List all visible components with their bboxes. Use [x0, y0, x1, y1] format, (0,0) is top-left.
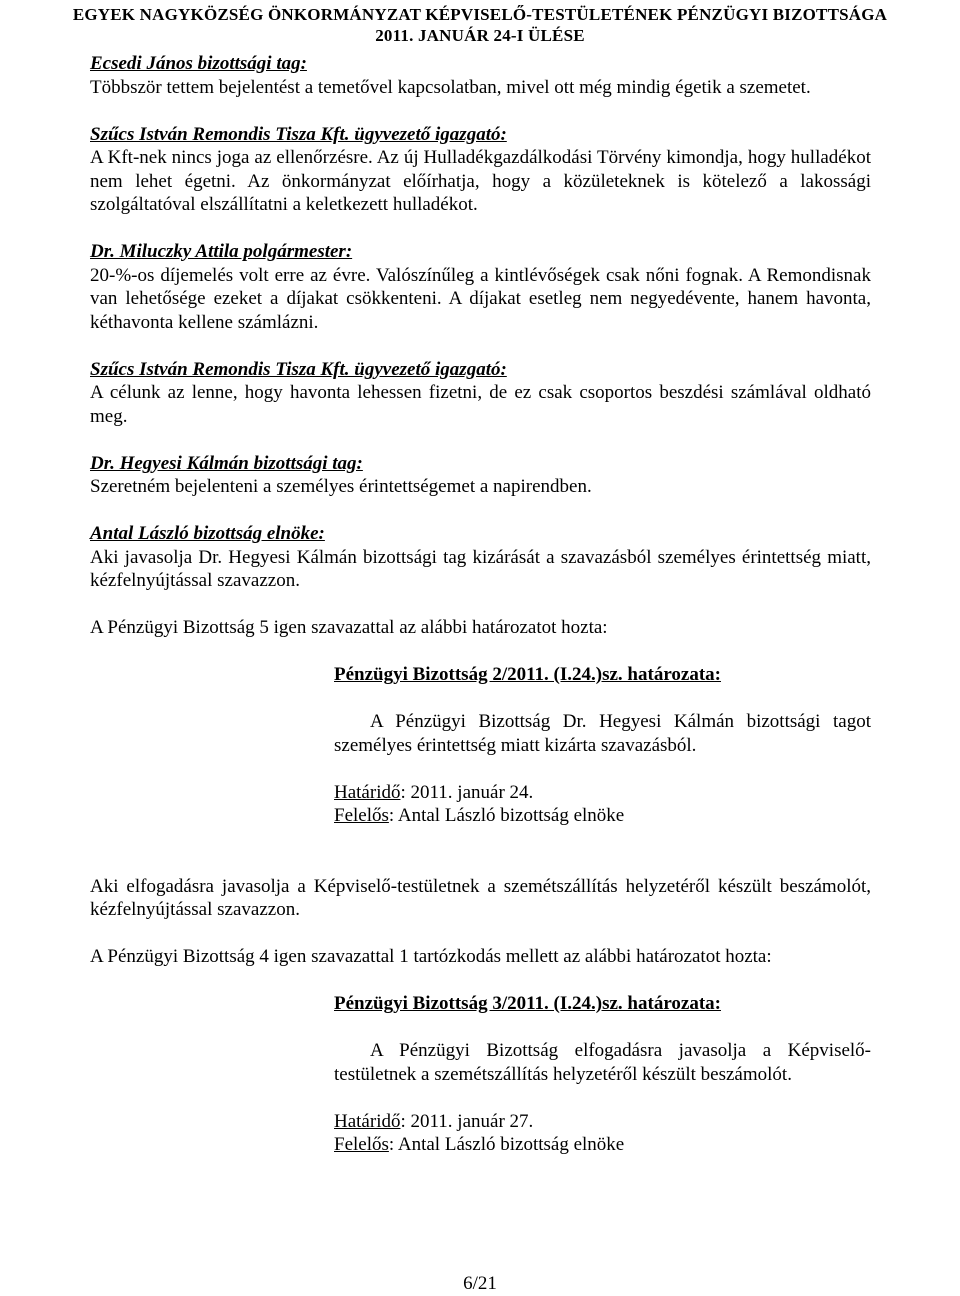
speaker-name: Antal László bizottság elnöke: [90, 523, 325, 544]
speech-text: A célunk az lenne, hogy havonta lehessen fizetni, de ez csak csoportos beszdési számlával oldható meg. [90, 382, 871, 427]
speaker-name: Dr. Hegyesi Kálmán bizottsági tag: [90, 452, 363, 474]
resolution-block [334, 992, 871, 1157]
resolution-block [334, 663, 871, 828]
speaker-name: Szűcs István Remondis Tisza Kft. ügyvezető igazgató: [90, 358, 507, 380]
speech-text: Többször tettem bejelentést a temetővel kapcsolatban, mivel ott még mindig égetik a szemetet. [90, 76, 811, 98]
speaker-name: Szűcs István Remondis Tisza Kft. ügyvezető igazgató: [90, 123, 507, 145]
vote-text: A Pénzügyi Bizottság 4 igen szavazattal 1 tartózkodás mellett az alábbi határozatot hozta: [90, 946, 772, 967]
resolution-title: Pénzügyi Bizottság 3/2011. (I.24.)sz. határozata: [334, 993, 721, 1014]
speech-text: Szeretném bejelenteni a személyes érintettségemet a napirendben. [90, 476, 592, 497]
responsible-value: : Antal László bizottság elnöke [388, 1134, 625, 1155]
resolution-title: Pénzügyi Bizottság 2/2011. (I.24.)sz. határozata: [334, 664, 721, 685]
resolution-deadline [334, 781, 871, 805]
speech-block [90, 358, 871, 429]
resolution-body: A Pénzügyi Bizottság elfogadásra javasolja a Képviselő-testületnek a szemétszállítás helyzetéről készült beszámolót. [334, 1040, 871, 1085]
deadline-label: Határidő [334, 1110, 401, 1132]
vote-statement [90, 616, 871, 640]
deadline-value: : 2011. január 27. [400, 1110, 534, 1132]
header-line-1: EGYEK NAGYKÖZSÉG ÖNKORMÁNYZAT KÉPVISELŐ-TESTÜLETÉNEK PÉNZÜGYI BIZOTTSÁGA [72, 5, 888, 24]
document-body [90, 52, 871, 1180]
resolution-deadline [334, 1110, 871, 1134]
responsible-value: : Antal László bizottság elnöke [388, 805, 625, 826]
speech-block [90, 52, 871, 99]
responsible-label: Felelős [334, 805, 389, 826]
document-header [0, 4, 960, 46]
proposal-text: Aki elfogadásra javasolja a Képviselő-testületnek a szemétszállítás helyzetéről készült beszámolót, kézfelnyújtással szavazzon. [90, 875, 871, 920]
speech-text: 20-%-os díjemelés volt erre az évre. Valószínűleg a kintlévőségek csak nőni fognak. A Remondisnak van lehetősége ezeket a díjakat csökkenteni. A díjakat esetleg nem negyedévente, hanem havonta, kéthavonta kellene számlázni. [90, 264, 871, 333]
resolution-responsible [334, 1133, 871, 1157]
vote-statement [90, 945, 871, 969]
deadline-label: Határidő [334, 781, 401, 803]
speech-text: A Kft-nek nincs joga az ellenőrzésre. Az új Hulladékgazdálkodási Törvény kimondja, hogy hulladékot nem lehet égetni. Az önkormányzat előírhatja, hogy a közületeknek is kötelező a lakossági szolgáltatóval elszállítatni a keletkezett hulladékot. [90, 147, 871, 215]
resolution-responsible [334, 804, 871, 828]
speech-block [90, 522, 871, 593]
speaker-name: Ecsedi János bizottsági tag: [90, 53, 307, 74]
speaker-name: Dr. Miluczky Attila polgármester: [90, 241, 353, 262]
speech-text: Aki javasolja Dr. Hegyesi Kálmán bizottsági tag kizárását a szavazásból személyes érintettség miatt, kézfelnyújtással szavazzon. [90, 546, 871, 591]
speech-block [90, 123, 871, 217]
header-line-2: 2011. JANUÁR 24-I ÜLÉSE [375, 26, 585, 45]
responsible-label: Felelős [334, 1134, 389, 1155]
resolution-body: A Pénzügyi Bizottság Dr. Hegyesi Kálmán bizottsági tagot személyes érintettség miatt kizárta szavazásból. [334, 711, 871, 756]
speech-block [90, 452, 871, 499]
deadline-value: : 2011. január 24. [400, 781, 534, 803]
vote-text: A Pénzügyi Bizottság 5 igen szavazattal az alábbi határozatot hozta: [90, 617, 608, 638]
page-number: 6/21 [463, 1273, 497, 1294]
proposal-statement [90, 875, 871, 922]
speech-block [90, 240, 871, 334]
